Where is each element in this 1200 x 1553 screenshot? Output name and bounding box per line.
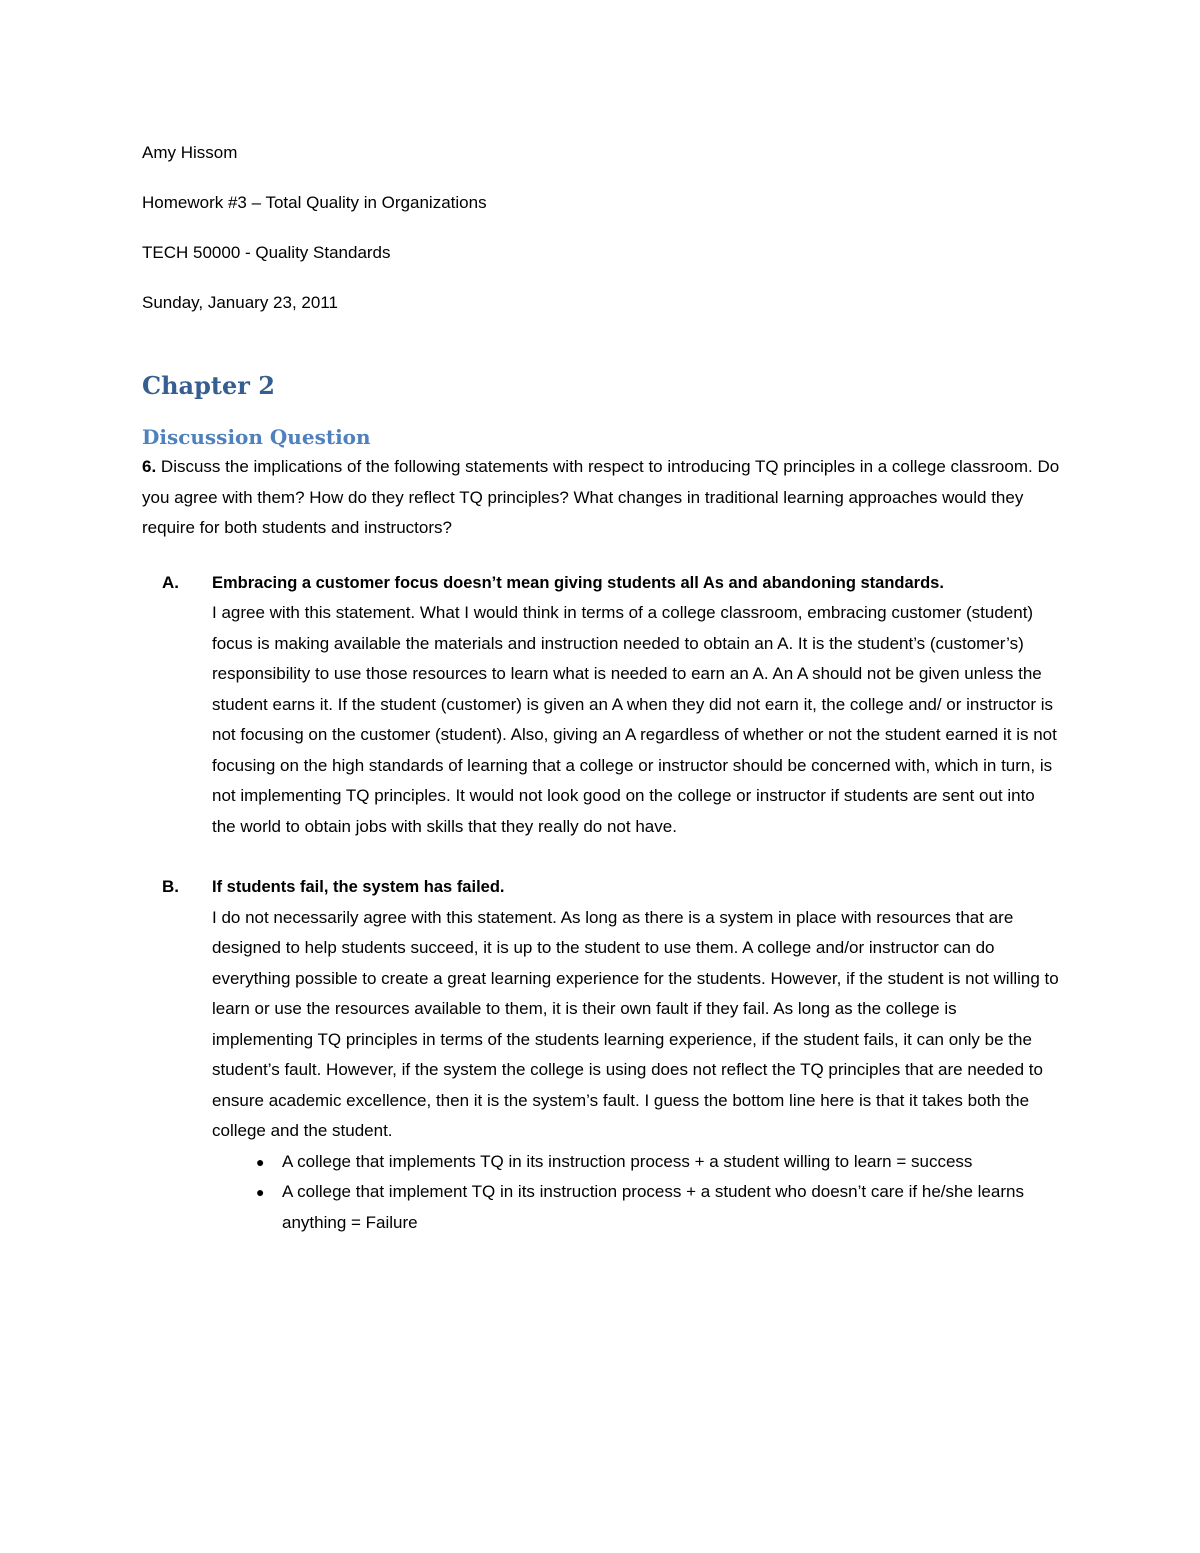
item-letter: B. [162,877,179,896]
document-page [142,138,1062,1238]
bullet-text: A college that implements TQ in its instruction process + a student willing to learn = success [282,1151,973,1171]
author-name: Amy Hissom [142,143,238,162]
item-letter: A. [162,572,179,592]
discussion-question [142,452,1062,544]
document-date: Sunday, January 23, 2011 [142,293,338,312]
chapter-heading: Chapter 2 [142,371,275,400]
bullet-item [212,1147,1062,1178]
bullet-icon: ● [256,1153,265,1170]
bullet-item [212,1177,1062,1238]
item-statement: Embracing a customer focus doesn’t mean giving students all As and abandoning standards. [212,573,944,592]
course-name: TECH 50000 - Quality Standards [142,243,391,262]
bullet-icon: ● [256,1184,265,1200]
item-answer: I agree with this statement. What I would think in terms of a college classroom, embracing customer (student) focus is making available the materials and instruction needed to obtain an A. It is the student’s (customer’s) responsibility to use those resources to learn what is needed to earn an A. An A should not be given unless the student earns it. If the student (customer) is given an A when they did not earn it, the college and/ or instructor is not focusing on the customer (student). Also, giving an A regardless of whether or not the student earned it is not focusing on the high standards of learning that a college or instructor should be concerned with, which in turn, is not implementing TQ principles. It would not look good on the college or instructor if students are sent out into the world to obtain jobs with skills that they really do not have. [212,603,1057,836]
item-answer: I do not necessarily agree with this statement. As long as there is a system in place with resources that are designed to help students succeed, it is up to the student to use them. A college and/or instructor can do everything possible to create a great learning experience for the students. However, if the student is not willing to learn or use the resources available to them, it is their own fault if they fail. As long as the college is implementing TQ principles in terms of the students learning experience, if the student fails, it can only be the student’s fault. However, if the system the college is using does not reflect the TQ principles that are needed to ensure academic excellence, then it is the system’s fault. I guess the bottom line here is that it takes both the college and the student. [212,907,1059,1140]
question-number: 6. [142,457,157,476]
bullet-text: A college that implement TQ in its instruction process + a student who doesn’t care if he/she learns anything = Failure [282,1182,1024,1232]
item-statement: If students fail, the system has failed. [212,878,505,896]
assignment-title: Homework #3 – Total Quality in Organizations [142,193,487,212]
section-heading: Discussion Question [142,425,371,449]
list-item-a [142,568,1062,843]
question-text: Discuss the implications of the following statements with respect to introducing TQ principles in a college classroom. Do you agree with them? How do they reflect TQ principles? What changes in traditional learning approaches would they require for both students and instructors? [142,457,1060,537]
list-item-b [142,872,1062,1147]
bullet-list [212,1147,1062,1239]
